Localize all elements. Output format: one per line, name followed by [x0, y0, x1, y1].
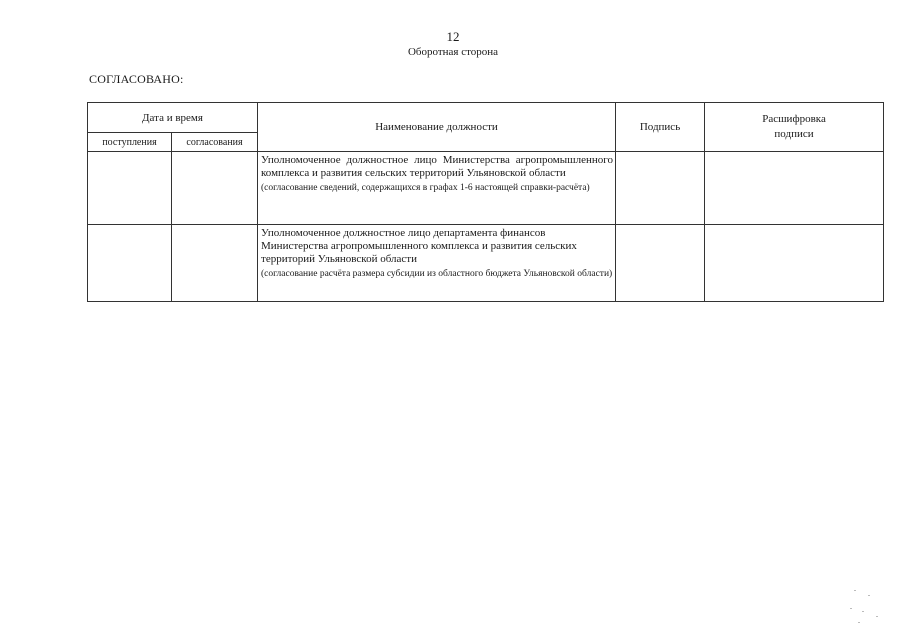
- decoding-header-line2: подписи: [774, 128, 814, 140]
- signature-cell: [616, 225, 705, 302]
- position-cell: [258, 225, 616, 302]
- position-name: Уполномоченное должностное лицо Министерства агропромышленного комплекса и развития сельских территорий Ульяновской области: [261, 154, 614, 179]
- table-row: [88, 225, 884, 302]
- header-row: [88, 103, 884, 133]
- position-note: (согласование расчёта размера субсидии из областного бюджета Ульяновской области): [261, 269, 613, 279]
- agreed-header: согласования: [172, 133, 258, 152]
- table-row: [88, 152, 884, 225]
- received-cell: [88, 152, 172, 225]
- page-subtitle: Оборотная сторона: [407, 46, 499, 58]
- agreed-cell: [172, 225, 258, 302]
- approved-label: СОГЛАСОВАНО:: [89, 72, 184, 86]
- received-cell: [88, 225, 172, 302]
- signature-cell: [616, 152, 705, 225]
- decoding-header-line1: Расшифровка: [762, 113, 826, 125]
- approval-table: [87, 102, 884, 302]
- position-name: Уполномоченное должностное лицо департамента финансов Министерства агропромышленного комплекса и развития сельских территорий Ульяновской области: [261, 227, 577, 265]
- position-note: (согласование сведений, содержащихся в графах 1-6 настоящей справки-расчёта): [261, 183, 590, 193]
- scan-specks: [848, 586, 888, 626]
- signature-header: Подпись: [616, 103, 705, 152]
- decoding-header: [705, 103, 884, 152]
- agreed-cell: [172, 152, 258, 225]
- decoding-cell: [705, 152, 884, 225]
- position-header: Наименование должности: [258, 103, 616, 152]
- page-number: 12: [446, 29, 460, 44]
- received-header: поступления: [88, 133, 172, 152]
- datetime-header: Дата и время: [88, 103, 258, 133]
- position-cell: [258, 152, 616, 225]
- decoding-cell: [705, 225, 884, 302]
